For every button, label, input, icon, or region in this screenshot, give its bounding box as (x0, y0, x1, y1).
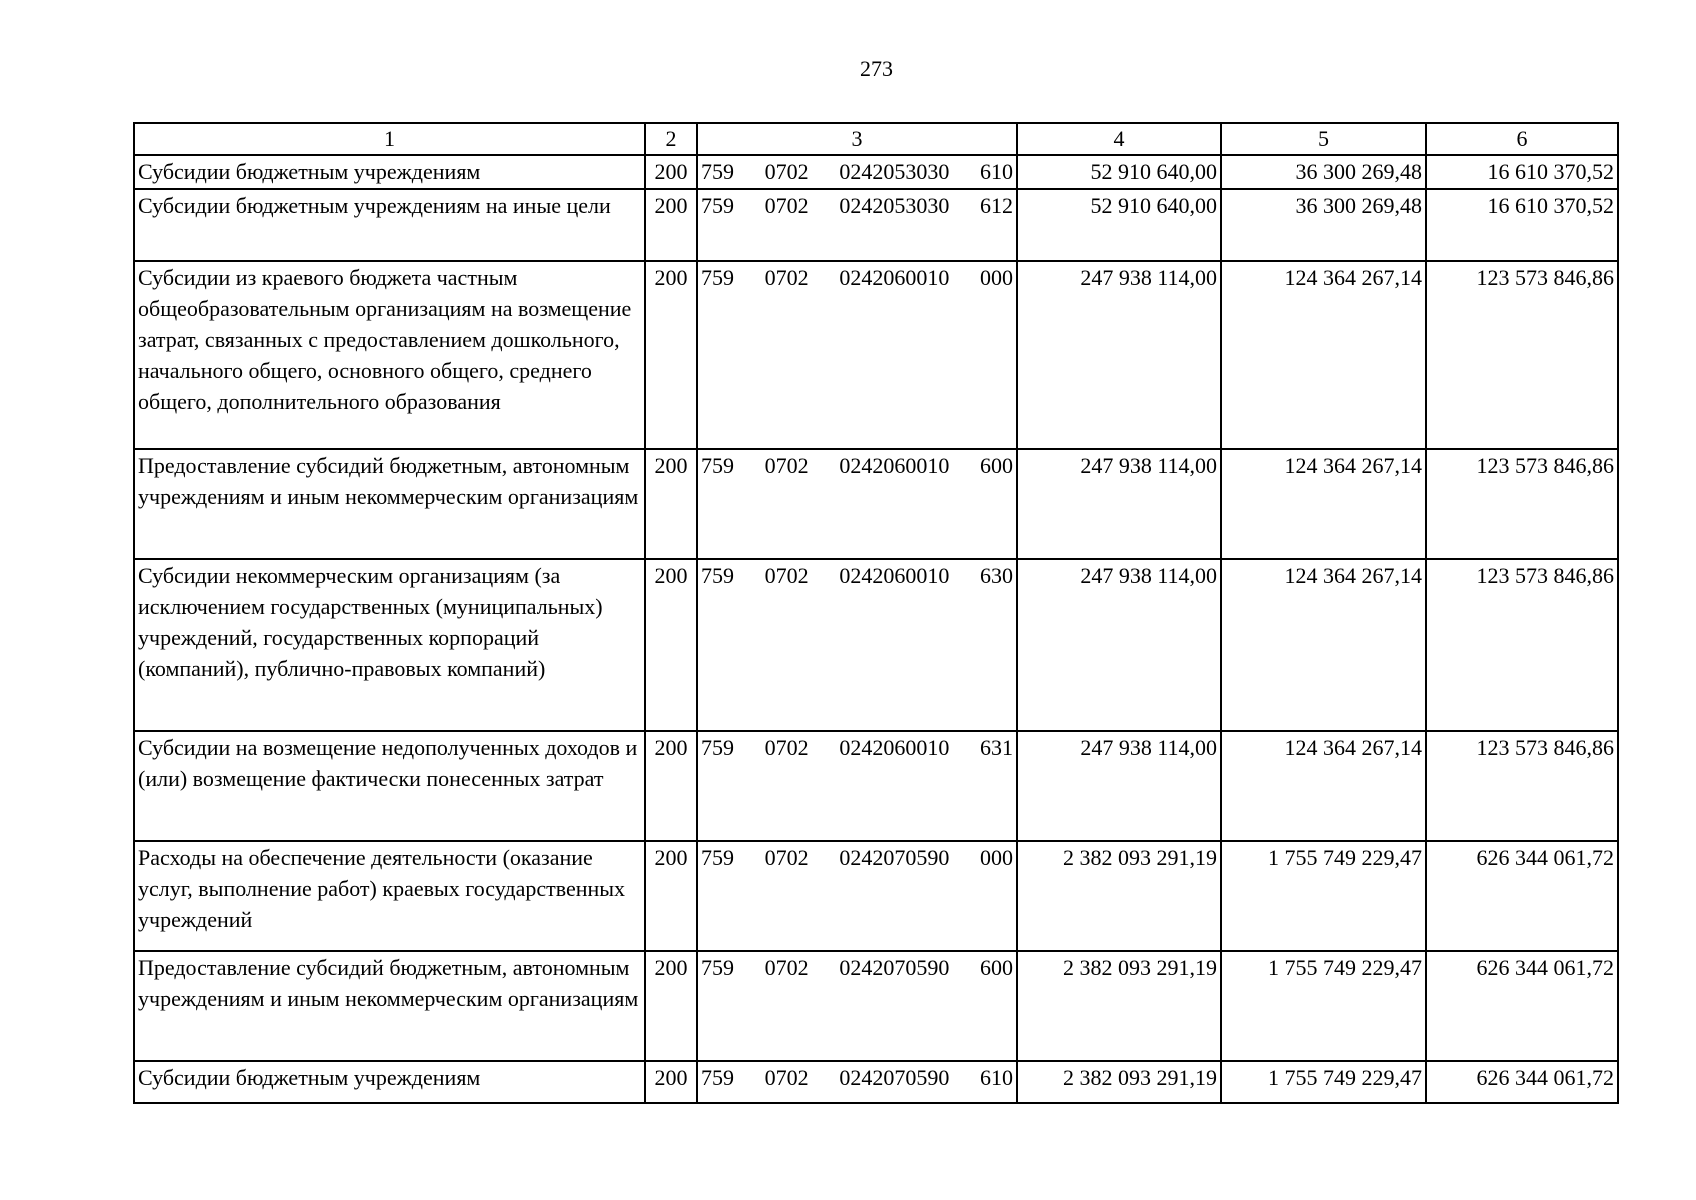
header-cell: 6 (1426, 123, 1618, 155)
row-code-admin: 200 (645, 841, 697, 951)
code-rz: 0702 (764, 735, 809, 760)
code-csr: 0242070590 (839, 955, 950, 980)
row-remainder: 626 344 061,72 (1426, 1061, 1618, 1103)
row-name: Предоставление субсидий бюджетным, автономным учреждениям и иным некоммерческим организациям (134, 449, 645, 559)
row-executed: 124 364 267,14 (1221, 449, 1426, 559)
row-codes (697, 449, 1017, 559)
row-code-admin: 200 (645, 449, 697, 559)
header-cell: 4 (1017, 123, 1221, 155)
code-rz: 0702 (764, 563, 809, 588)
row-executed: 1 755 749 229,47 (1221, 1061, 1426, 1103)
row-planned: 52 910 640,00 (1017, 189, 1221, 261)
code-gr: 759 (701, 159, 734, 184)
code-csr: 0242053030 (839, 159, 950, 184)
row-planned: 247 938 114,00 (1017, 731, 1221, 841)
row-planned: 247 938 114,00 (1017, 261, 1221, 449)
row-remainder: 16 610 370,52 (1426, 155, 1618, 189)
table-row (134, 189, 1618, 261)
code-gr: 759 (701, 1065, 734, 1090)
code-gr: 759 (701, 265, 734, 290)
row-remainder: 626 344 061,72 (1426, 951, 1618, 1061)
code-vr: 612 (979, 193, 1013, 218)
row-executed: 124 364 267,14 (1221, 731, 1426, 841)
row-name: Субсидии бюджетным учреждениям (134, 155, 645, 189)
code-gr: 759 (701, 845, 734, 870)
table-row (134, 841, 1618, 951)
row-codes (697, 841, 1017, 951)
code-csr: 0242060010 (839, 563, 950, 588)
row-remainder: 123 573 846,86 (1426, 559, 1618, 731)
row-remainder: 123 573 846,86 (1426, 449, 1618, 559)
table-row (134, 731, 1618, 841)
row-code-admin: 200 (645, 189, 697, 261)
table-row (134, 1061, 1618, 1103)
code-rz: 0702 (764, 845, 809, 870)
row-codes (697, 155, 1017, 189)
code-rz: 0702 (764, 159, 809, 184)
row-planned: 247 938 114,00 (1017, 559, 1221, 731)
code-csr: 0242060010 (839, 265, 950, 290)
code-rz: 0702 (764, 193, 809, 218)
row-codes (697, 731, 1017, 841)
budget-table (133, 122, 1619, 1104)
row-code-admin: 200 (645, 155, 697, 189)
row-planned: 2 382 093 291,19 (1017, 951, 1221, 1061)
header-cell: 1 (134, 123, 645, 155)
row-planned: 2 382 093 291,19 (1017, 841, 1221, 951)
row-codes (697, 189, 1017, 261)
code-csr: 0242060010 (839, 453, 950, 478)
row-name: Предоставление субсидий бюджетным, автономным учреждениям и иным некоммерческим организациям (134, 951, 645, 1061)
code-rz: 0702 (764, 955, 809, 980)
table-row (134, 559, 1618, 731)
row-codes (697, 559, 1017, 731)
row-name: Субсидии на возмещение недополученных доходов и (или) возмещение фактически понесенных затрат (134, 731, 645, 841)
row-code-admin: 200 (645, 261, 697, 449)
code-gr: 759 (701, 735, 734, 760)
row-code-admin: 200 (645, 1061, 697, 1103)
table-row (134, 155, 1618, 189)
row-name: Субсидии некоммерческим организациям (за исключением государственных (муниципальных) учреждений, государственных корпораций (компаний), публично-правовых компаний) (134, 559, 645, 731)
table-row (134, 449, 1618, 559)
code-vr: 000 (979, 265, 1013, 290)
code-rz: 0702 (764, 453, 809, 478)
row-executed: 124 364 267,14 (1221, 559, 1426, 731)
code-vr: 600 (979, 955, 1013, 980)
code-vr: 610 (979, 1065, 1013, 1090)
row-planned: 247 938 114,00 (1017, 449, 1221, 559)
row-name: Субсидии из краевого бюджета частным общеобразовательным организациям на возмещение затрат, связанных с предоставлением дошкольного, начального общего, основного общего, среднего общего, дополнительного образования (134, 261, 645, 449)
row-planned: 52 910 640,00 (1017, 155, 1221, 189)
row-name: Расходы на обеспечение деятельности (оказание услуг, выполнение работ) краевых государственных учреждений (134, 841, 645, 951)
row-code-admin: 200 (645, 731, 697, 841)
code-gr: 759 (701, 193, 734, 218)
header-row (134, 123, 1618, 155)
row-executed: 36 300 269,48 (1221, 189, 1426, 261)
row-executed: 1 755 749 229,47 (1221, 951, 1426, 1061)
code-gr: 759 (701, 955, 734, 980)
row-name: Субсидии бюджетным учреждениям на иные цели (134, 189, 645, 261)
row-remainder: 123 573 846,86 (1426, 731, 1618, 841)
code-gr: 759 (701, 453, 734, 478)
code-csr: 0242053030 (839, 193, 950, 218)
row-code-admin: 200 (645, 951, 697, 1061)
row-remainder: 123 573 846,86 (1426, 261, 1618, 449)
code-vr: 630 (979, 563, 1013, 588)
table-row (134, 261, 1618, 449)
row-executed: 1 755 749 229,47 (1221, 841, 1426, 951)
code-rz: 0702 (764, 265, 809, 290)
code-csr: 0242070590 (839, 845, 950, 870)
code-csr: 0242060010 (839, 735, 950, 760)
header-cell: 2 (645, 123, 697, 155)
code-vr: 600 (979, 453, 1013, 478)
row-name: Субсидии бюджетным учреждениям (134, 1061, 645, 1103)
row-code-admin: 200 (645, 559, 697, 731)
code-vr: 631 (979, 735, 1013, 760)
code-csr: 0242070590 (839, 1065, 950, 1090)
code-gr: 759 (701, 563, 734, 588)
code-vr: 610 (979, 159, 1013, 184)
row-remainder: 16 610 370,52 (1426, 189, 1618, 261)
header-cell: 5 (1221, 123, 1426, 155)
row-codes (697, 261, 1017, 449)
row-executed: 36 300 269,48 (1221, 155, 1426, 189)
table-row (134, 951, 1618, 1061)
row-executed: 124 364 267,14 (1221, 261, 1426, 449)
header-cell: 3 (697, 123, 1017, 155)
code-rz: 0702 (764, 1065, 809, 1090)
row-codes (697, 951, 1017, 1061)
page-number: 273 (860, 56, 893, 81)
row-planned: 2 382 093 291,19 (1017, 1061, 1221, 1103)
code-vr: 000 (979, 845, 1013, 870)
row-codes (697, 1061, 1017, 1103)
row-remainder: 626 344 061,72 (1426, 841, 1618, 951)
